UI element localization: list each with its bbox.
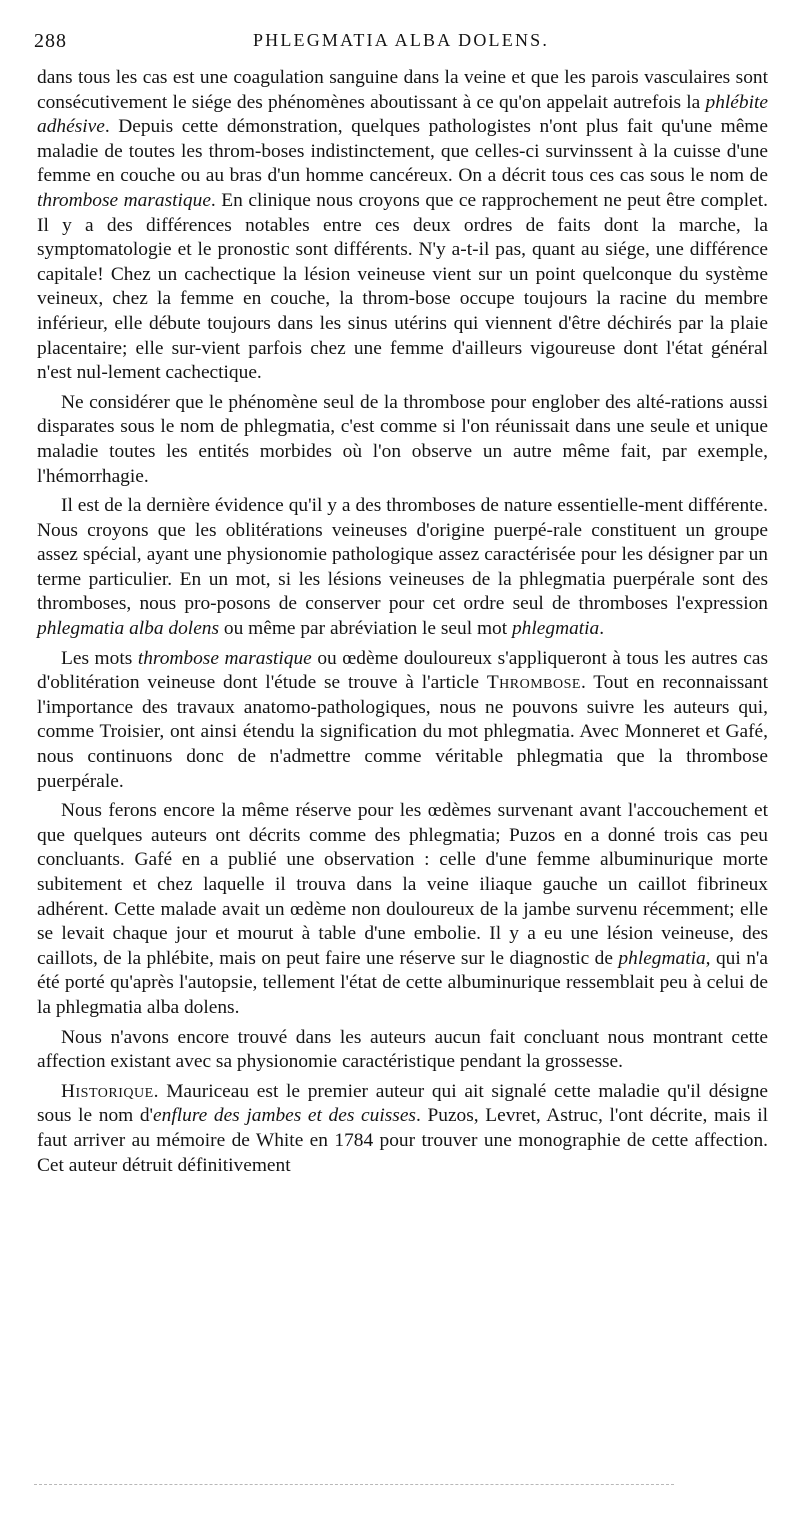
page-header	[34, 30, 768, 56]
text-run: .	[599, 618, 605, 640]
paragraph-3	[37, 494, 768, 642]
italic-term: enflure des jambes et des cuisses	[153, 1105, 416, 1127]
italic-term: phlegmatia	[511, 618, 600, 640]
italic-term: phlegmatia	[618, 947, 706, 969]
paragraph-7	[37, 1080, 768, 1178]
text-run: . Depuis cette démonstration, quelques pathologistes n'ont plus fait qu'une même maladie de toutes les throm-boses indistinctement, que celles-ci survinssent à la cuisse d'une femme en couche ou au bras d'un homme cancéreux. On a décrit tous ces cas sous le nom de	[37, 116, 768, 187]
italic-term: phlébite adhésive	[37, 91, 768, 138]
italic-term: phlegmatia alba dolens	[37, 618, 220, 640]
paragraph-5	[37, 799, 768, 1020]
paragraph-1	[37, 66, 768, 386]
text-run: ou œdème douloureux s'appliqueront à tous les autres cas d'oblitération veineuse dont l'étude se trouve à l'article	[37, 647, 769, 694]
italic-term: thrombose marastique	[137, 647, 312, 669]
paragraph-4	[37, 647, 768, 795]
small-caps-term: Thrombose	[486, 672, 581, 694]
text-run: . Tout en reconnaissant l'importance des travaux anatomo-pathologiques, nous ne pouvons suivre les auteurs qui, comme Troisier, ont ainsi étendu la signification du mot phlegmatia. Avec Monneret et Gafé, nous continuons donc de n'admettre comme véritable phlegmatia que la thrombose puerpérale.	[37, 672, 768, 792]
text-run: . Mauriceau est le premier auteur qui ait signalé cette maladie qu'il désigne sous le nom d'	[37, 1080, 768, 1127]
text-run: . En clinique nous croyons que ce rapprochement ne peut être complet. Il y a des différences notables entre ces deux ordres de faits dont la marche, la symptomatologie et le pronostic sont différents. N'y a-t-il pas, quant au siége, une différence capitale! Chez un cachectique la lésion veineuse vient sur un point quelconque du système veineux, chez la femme en couche, la throm-bose occupe toujours la racine du membre inférieur, elle débute toujours dans les sinus utérins qui viennent d'être déchirés par la plaie placentaire; elle sur-vient parfois chez une femme d'ailleurs vigoureuse dont l'état général n'est nul-lement cachectique.	[37, 189, 768, 384]
footer-rule	[34, 1484, 674, 1485]
text-run: . Puzos, Levret, Astruc, l'ont décrite, mais il faut arriver au mémoire de White en 1784 pour trouver une monographie de cette affection. Cet auteur détruit définitivement	[37, 1105, 769, 1176]
page-number: 288	[34, 30, 67, 52]
text-run: , qui n'a été porté qu'après l'autopsie, tellement l'état de cette albuminurique ressemblait peu à celui de la phlegmatia alba dolens.	[37, 947, 769, 1018]
paragraph-6: Nous n'avons encore trouvé dans les auteurs aucun fait concluant nous montrant cette affection existant avec sa physionomie caractéristique pendant la grossesse.	[37, 1026, 768, 1073]
section-heading: Historique	[61, 1080, 154, 1102]
paragraph-2: Ne considérer que le phénomène seul de la thrombose pour englober des alté-rations aussi disparates sous le nom de phlegmatia, c'est comme si l'on réunissait dans une seule et unique maladie toutes les entités morbides où l'on observe un autre même fait, par exemple, l'hémorrhagie.	[37, 391, 768, 487]
running-title: PHLEGMATIA ALBA DOLENS.	[252, 30, 550, 50]
italic-term: thrombose marastique	[37, 189, 211, 211]
text-run: Il est de la dernière évidence qu'il y a des thromboses de nature essentielle-ment différente. Nous croyons que les oblitérations veineuses d'origine puerpé-rale constituent un groupe assez spécial, ayant une physionomie pathologique assez caractérisée pour les désigner par un terme particulier. En un mot, si les lésions veineuses de la phlegmatia puerpérale sont des thromboses, nous pro-posons de conserver pour cet ordre seul de thromboses l'expression	[37, 495, 768, 615]
body-text	[37, 66, 768, 1183]
text-run: ou même par abréviation le seul mot	[219, 618, 512, 640]
text-run: dans tous les cas est une coagulation sanguine dans la veine et que les parois vasculaires sont consécutivement le siége des phénomènes aboutissant à ce qu'on appelait autrefois la	[37, 67, 768, 113]
text-run: Les mots	[61, 647, 138, 669]
text-run: Nous ferons encore la même réserve pour les œdèmes survenant avant l'accouchement et que quelques auteurs ont décrits comme des phlegmatia; Puzos en a donné trois cas peu concluants. Gafé en a publié une observation : celle d'une femme albuminurique morte subitement et chez laquelle il trouva dans la veine iliaque gauche un caillot fibrineux adhérent. Cette malade avait un œdème non douloureux de la jambe survenu récemment; elle se levait chaque jour et mourut à table d'une embolie. Il y a eu une lésion veineuse, des caillots, de la phlébite, mais on peut faire une réserve sur le diagnostic de	[37, 800, 768, 969]
